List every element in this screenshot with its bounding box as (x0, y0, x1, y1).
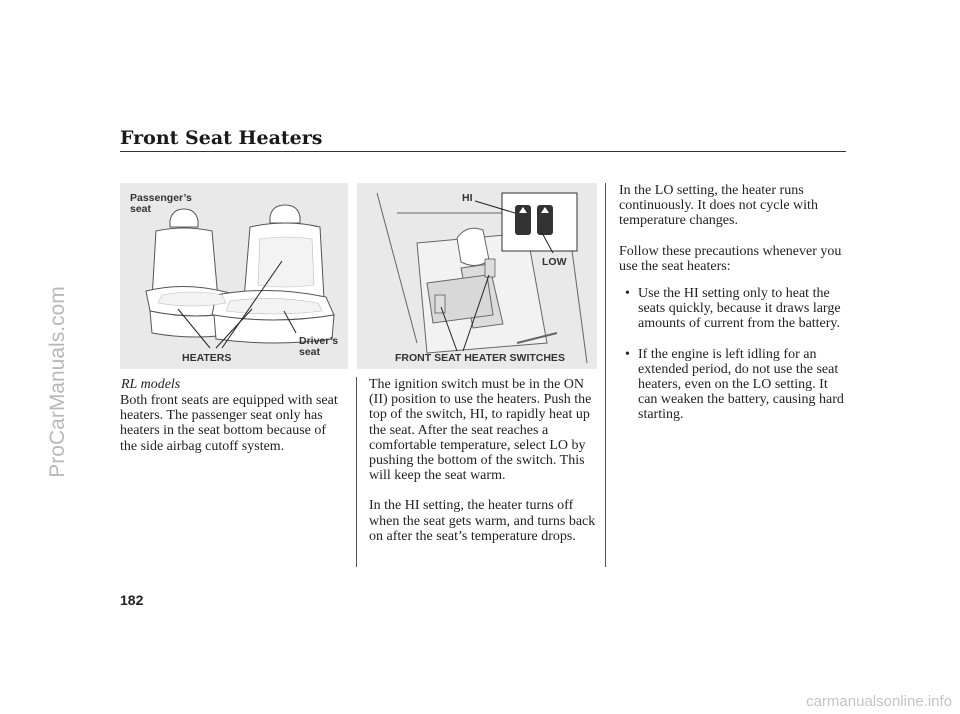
column-divider-2 (605, 183, 606, 567)
list-item: • Use the HI setting only to heat the seats quickly, because it draws large amounts of current from the battery. (625, 286, 847, 332)
column3-text (619, 183, 847, 438)
ignition-paragraph: The ignition switch must be in the ON (II) position to use the heaters. Push the top of the switch, HI, to rapidly heat up the seat. After the seat reaches a comfortable temperature, select LO by pushing the bottom of the switch. This will keep the seat warm. (369, 377, 592, 484)
precautions-intro: Follow these precautions whenever you use the seat heaters: (619, 243, 842, 274)
title-rule (120, 151, 846, 152)
hi-label: HI (462, 192, 473, 204)
section-title: Front Seat Heaters (120, 127, 323, 149)
hi-setting-paragraph: In the HI setting, the heater turns off when the seat gets warm, and turns back on after the seat’s temperature drops. (369, 498, 596, 544)
console-illustration (357, 183, 597, 369)
passenger-seat-label: Passenger’s seat (130, 192, 192, 215)
lo-setting-paragraph: In the LO setting, the heater runs continuously. It does not cycle with temperature changes. (619, 183, 818, 229)
column1-text (120, 393, 342, 454)
console-switch-right (485, 259, 495, 277)
column-divider-1 (356, 377, 357, 567)
models-note: RL models (121, 377, 181, 392)
intro-paragraph: Both front seats are equipped with seat heaters. The passenger seat only has heaters in the seat bottom because of the side airbag cutoff system. (120, 393, 338, 454)
heaters-label: HEATERS (182, 352, 232, 364)
driver-seat-label: Driver’s seat (299, 335, 339, 358)
low-label: LOW (542, 256, 567, 268)
console-switch-left (435, 295, 445, 313)
page-number: 182 (120, 592, 144, 608)
precautions-list (625, 286, 847, 423)
passenger-bottom-heater-area (158, 292, 226, 306)
driver-headrest (270, 205, 300, 223)
switches-label: FRONT SEAT HEATER SWITCHES (395, 352, 565, 364)
switches-figure (357, 183, 597, 369)
list-item: • If the engine is left idling for an extended period, do not use the seat heaters, even on the LO setting. It can weaken the battery, causing hard starting. (625, 347, 847, 423)
footer-watermark: carmanualsonline.info (806, 693, 952, 710)
column2-text (369, 377, 597, 544)
side-watermark: ProCarManuals.com (46, 286, 69, 478)
seats-figure (120, 183, 348, 369)
shift-knob (457, 228, 489, 265)
driver-back-heater-area (258, 237, 314, 287)
